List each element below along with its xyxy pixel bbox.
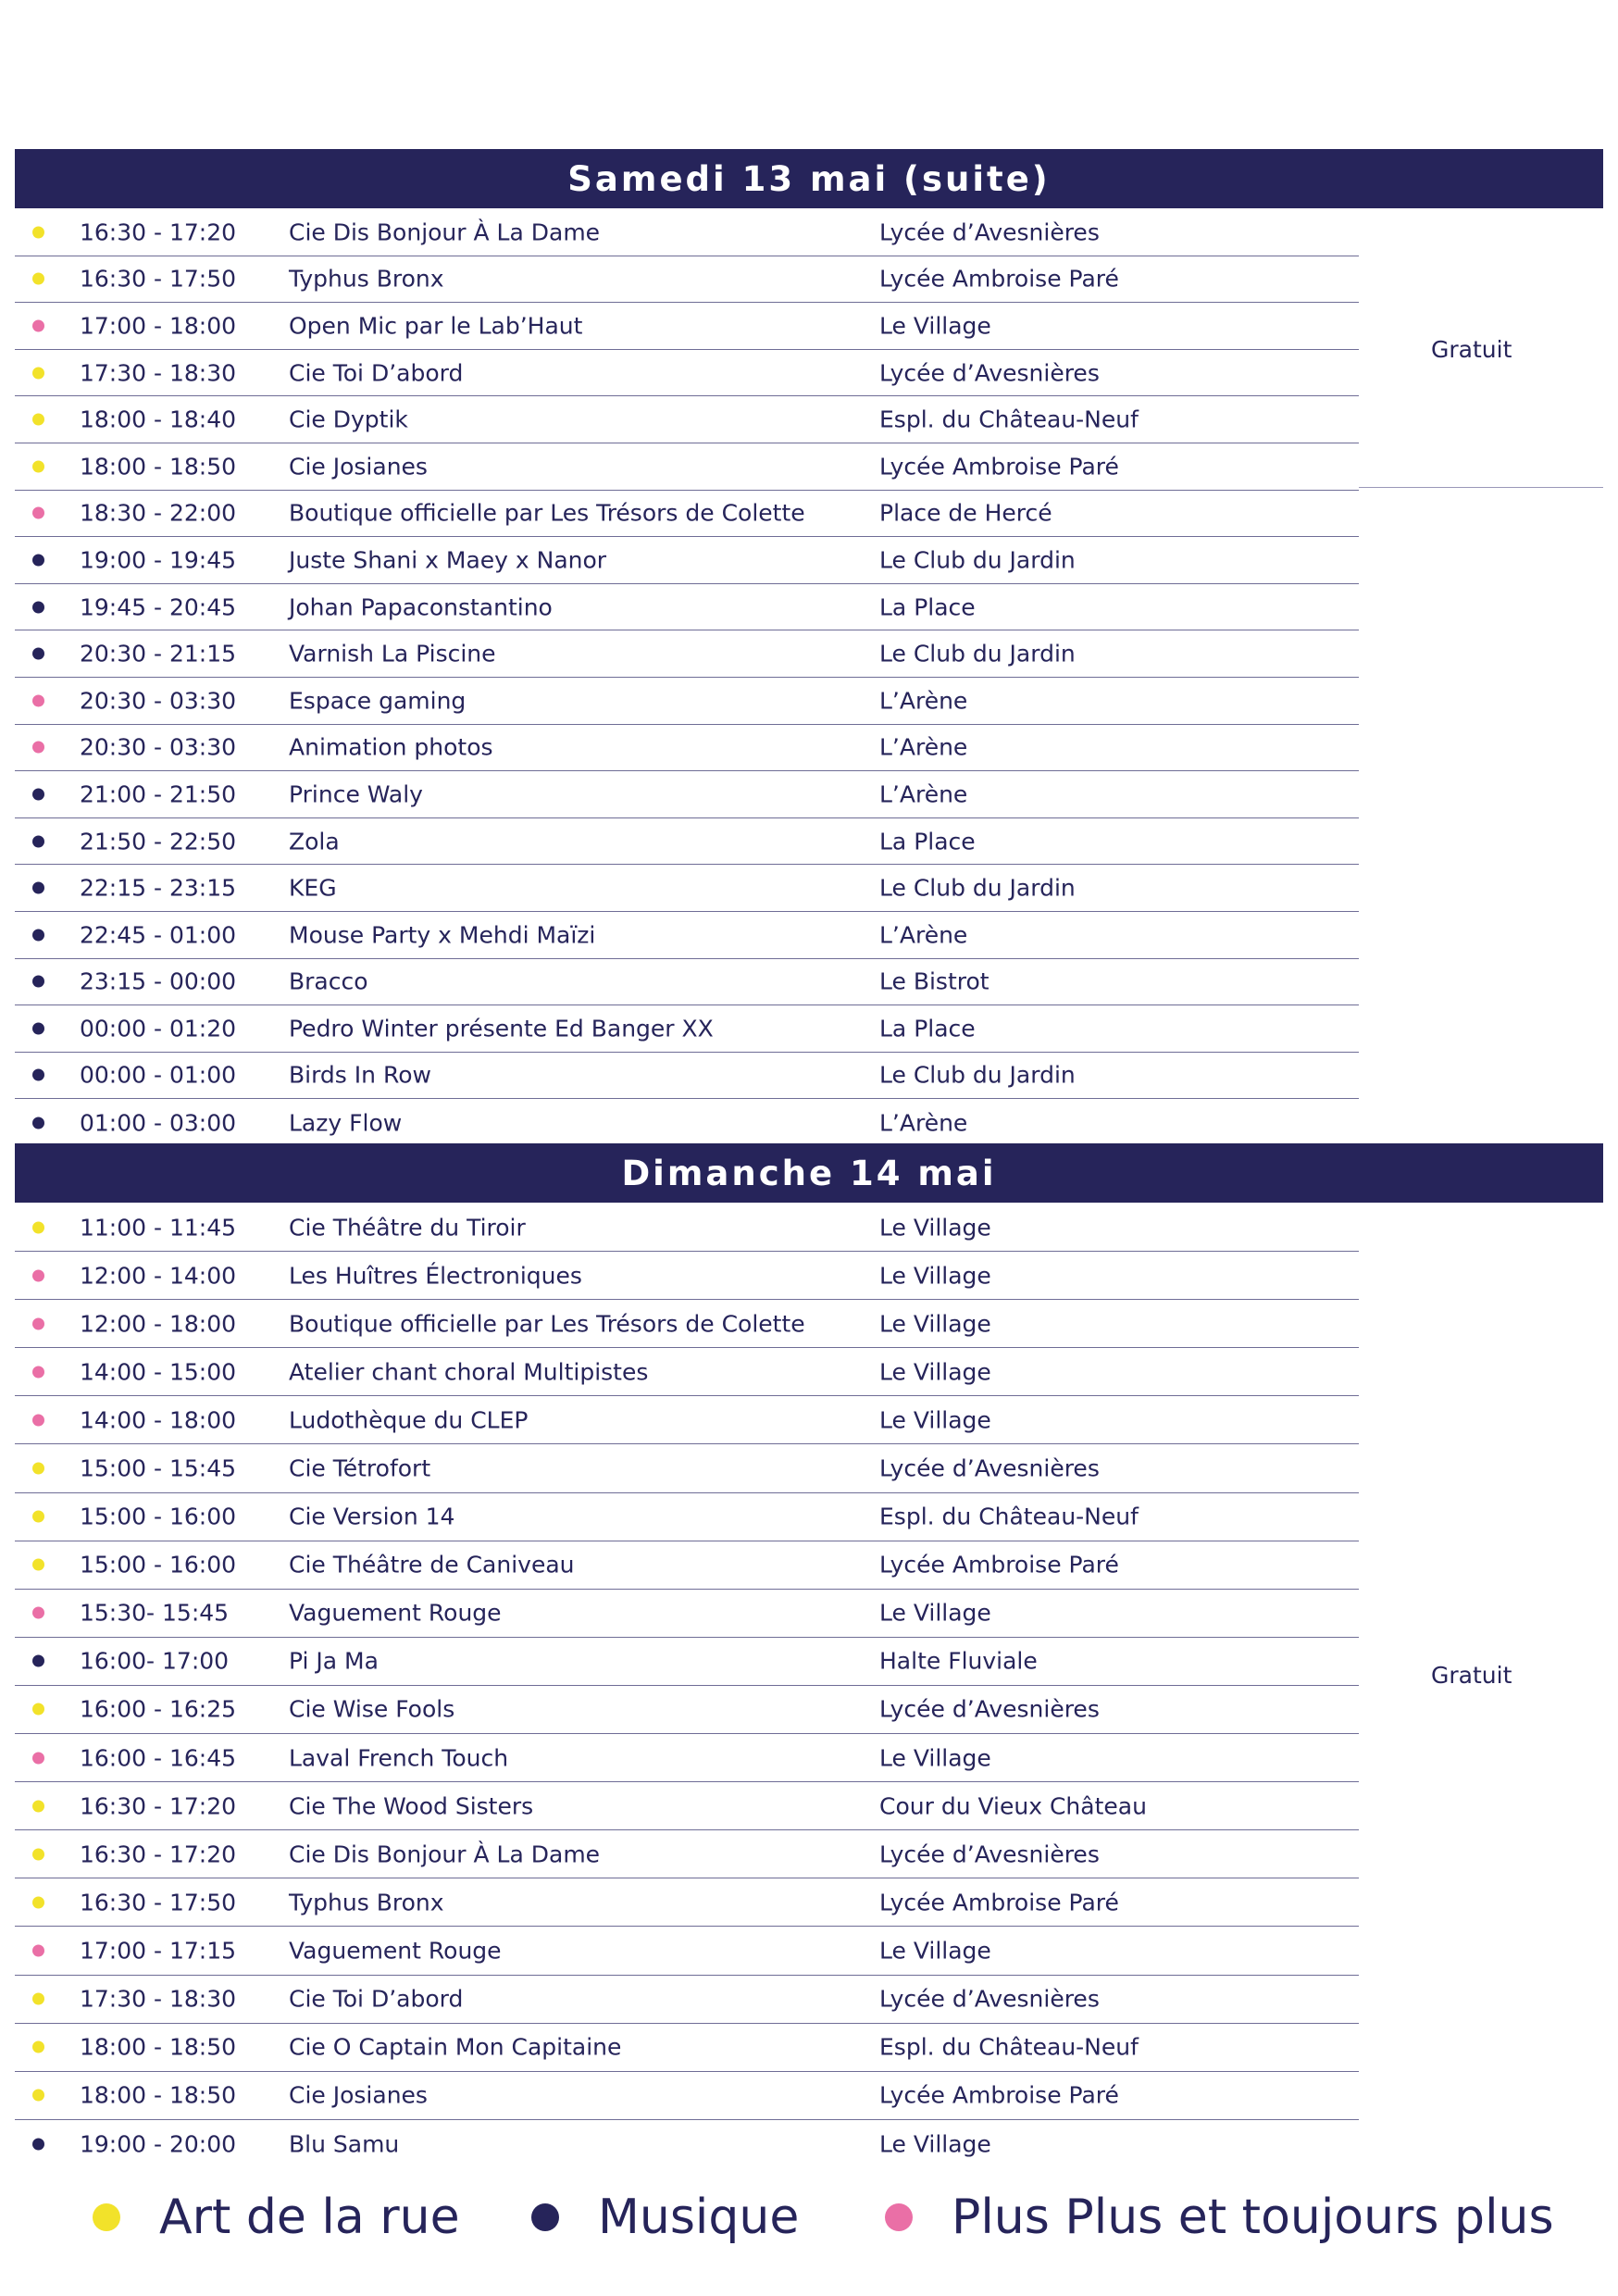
schedule-row [15, 678, 1359, 725]
event-name: Blu Samu [289, 2130, 400, 2158]
venue-name: L’Arène [879, 1109, 968, 1137]
venue-name: Halte Fluviale [879, 1647, 1038, 1675]
venue-name: Espl. du Château-Neuf [879, 406, 1139, 433]
category-dot-icon [32, 788, 44, 800]
time-slot: 00:00 - 01:20 [80, 1015, 237, 1042]
venue-name: La Place [879, 1015, 976, 1042]
event-name: Cie Dis Bonjour À La Dame [289, 1841, 601, 1868]
schedule-row [15, 771, 1359, 818]
time-slot: 16:30 - 17:20 [80, 218, 237, 246]
time-slot: 11:00 - 11:45 [80, 1214, 237, 1242]
sunday-section [15, 1143, 1603, 2158]
venue-name: Le Club du Jardin [879, 874, 1076, 902]
saturday-header [15, 149, 1603, 208]
venue-name: Le Village [879, 312, 991, 340]
category-dot-icon [32, 1511, 44, 1523]
event-name: Boutique officielle par Les Trésors de Colette [289, 499, 805, 527]
legend-item-musique [531, 2185, 799, 2250]
time-slot: 20:30 - 03:30 [80, 687, 237, 715]
time-slot: 18:00 - 18:40 [80, 406, 237, 433]
saturday-price: Gratuit [1431, 336, 1512, 363]
event-name: Laval French Touch [289, 1744, 509, 1772]
time-slot: 14:00 - 15:00 [80, 1358, 237, 1386]
time-slot: 17:30 - 18:30 [80, 1985, 237, 2013]
category-dot-icon [32, 1800, 44, 1812]
schedule-row [15, 912, 1359, 959]
category-dot-icon [32, 1703, 44, 1716]
event-name: Espace gaming [289, 687, 467, 715]
category-dot-icon [32, 1069, 44, 1081]
venue-name: Lycée d’Avesnières [879, 1841, 1100, 1868]
schedule-row [15, 491, 1359, 538]
legend-item-plus [885, 2185, 1554, 2250]
venue-name: L’Arène [879, 780, 968, 808]
event-name: Boutique officielle par Les Trésors de Colette [289, 1310, 805, 1338]
time-slot: 16:30 - 17:50 [80, 1889, 237, 1916]
event-name: Pi Ja Ma [289, 1647, 379, 1675]
time-slot: 14:00 - 18:00 [80, 1406, 237, 1434]
legend-item-art [93, 2185, 460, 2250]
category-dot-icon [32, 1993, 44, 2005]
time-slot: 00:00 - 01:00 [80, 1061, 237, 1089]
event-name: Zola [289, 828, 340, 855]
time-slot: 20:30 - 21:15 [80, 640, 237, 668]
category-dot-icon [32, 1317, 44, 1329]
category-dot-icon [32, 554, 44, 566]
schedule-row [15, 818, 1359, 866]
schedule-row [15, 537, 1359, 584]
category-dot-icon [32, 1022, 44, 1034]
schedule-row [15, 584, 1359, 631]
sunday-rows [15, 1204, 1359, 2168]
category-dot-icon [32, 1944, 44, 1956]
venue-name: L’Arène [879, 687, 968, 715]
time-slot: 15:00 - 15:45 [80, 1454, 237, 1482]
venue-name: Lycée d’Avesnières [879, 1454, 1100, 1482]
time-slot: 23:15 - 00:00 [80, 967, 237, 995]
sunday-header [15, 1143, 1603, 1203]
schedule-row [15, 1927, 1359, 1975]
saturday-title: Samedi 13 mai (suite) [567, 158, 1051, 199]
legend-dot-icon [885, 2203, 913, 2231]
time-slot: 22:45 - 01:00 [80, 921, 237, 949]
schedule-row [15, 1493, 1359, 1541]
category-dot-icon [32, 460, 44, 472]
event-name: Cie Tétrofort [289, 1454, 431, 1482]
category-dot-icon [32, 1896, 44, 1908]
event-name: Ludothèque du CLEP [289, 1406, 529, 1434]
time-slot: 21:00 - 21:50 [80, 780, 237, 808]
venue-name: Le Village [879, 1262, 991, 1290]
venue-name: L’Arène [879, 921, 968, 949]
schedule-row [15, 1099, 1359, 1146]
venue-name: Place de Hercé [879, 499, 1052, 527]
category-dot-icon [32, 2138, 44, 2150]
event-name: Birds In Row [289, 1061, 431, 1089]
category-dot-icon [32, 1752, 44, 1764]
category-dot-icon [32, 319, 44, 331]
schedule-row [15, 1734, 1359, 1782]
time-slot: 18:00 - 18:50 [80, 2033, 237, 2061]
category-dot-icon [32, 648, 44, 660]
schedule-row [15, 1782, 1359, 1830]
category-dot-icon [32, 976, 44, 988]
time-slot: 15:00 - 16:00 [80, 1503, 237, 1530]
event-name: Cie Dyptik [289, 406, 408, 433]
event-name: Cie Dis Bonjour À La Dame [289, 218, 601, 246]
event-name: Cie Wise Fools [289, 1695, 455, 1723]
legend-dot-icon [531, 2203, 559, 2231]
time-slot: 12:00 - 18:00 [80, 1310, 237, 1338]
venue-name: Le Bistrot [879, 967, 989, 995]
schedule-row [15, 256, 1359, 304]
time-slot: 19:45 - 20:45 [80, 593, 237, 621]
schedule-row [15, 1444, 1359, 1492]
schedule-row [15, 350, 1359, 397]
time-slot: 17:00 - 17:15 [80, 1937, 237, 1965]
saturday-section [15, 149, 1603, 1140]
venue-name: Lycée Ambroise Paré [879, 1889, 1119, 1916]
category-dot-icon [32, 1414, 44, 1426]
schedule-row [15, 396, 1359, 443]
schedule-row [15, 1830, 1359, 1878]
event-name: Les Huîtres Électroniques [289, 1262, 582, 1290]
venue-name: Lycée Ambroise Paré [879, 2081, 1119, 2109]
time-slot: 18:00 - 18:50 [80, 2081, 237, 2109]
category-dot-icon [32, 694, 44, 706]
event-name: Varnish La Piscine [289, 640, 496, 668]
schedule-row [15, 1300, 1359, 1348]
category-dot-icon [32, 929, 44, 941]
schedule-row [15, 209, 1359, 256]
venue-name: Lycée Ambroise Paré [879, 1551, 1119, 1578]
schedule-row [15, 303, 1359, 350]
venue-name: Le Village [879, 2130, 991, 2158]
event-name: Animation photos [289, 733, 493, 761]
event-name: Lazy Flow [289, 1109, 403, 1137]
category-dot-icon [32, 414, 44, 426]
venue-name: Le Club du Jardin [879, 640, 1076, 668]
venue-name: Lycée d’Avesnières [879, 218, 1100, 246]
venue-name: Le Village [879, 1744, 991, 1772]
category-dot-icon [32, 1366, 44, 1378]
event-name: Typhus Bronx [289, 1889, 444, 1916]
time-slot: 16:30 - 17:50 [80, 265, 237, 293]
venue-name: La Place [879, 593, 976, 621]
category-dot-icon [32, 273, 44, 285]
event-name: Cie Josianes [289, 453, 428, 480]
time-slot: 16:00 - 16:25 [80, 1695, 237, 1723]
time-slot: 01:00 - 03:00 [80, 1109, 237, 1137]
category-dot-icon [32, 882, 44, 894]
category-dot-icon [32, 2041, 44, 2053]
venue-name: Lycée Ambroise Paré [879, 453, 1119, 480]
time-slot: 17:30 - 18:30 [80, 359, 237, 387]
event-name: Cie Théâtre du Tiroir [289, 1214, 526, 1242]
schedule-row [15, 1686, 1359, 1734]
event-name: Vaguement Rouge [289, 1937, 502, 1965]
category-dot-icon [32, 2090, 44, 2102]
category-dot-icon [32, 1848, 44, 1860]
event-name: Prince Waly [289, 780, 423, 808]
venue-name: L’Arène [879, 733, 968, 761]
event-name: Cie Josianes [289, 2081, 428, 2109]
category-dot-icon [32, 742, 44, 754]
venue-name: Lycée d’Avesnières [879, 359, 1100, 387]
schedule-row [15, 1348, 1359, 1396]
venue-name: Lycée Ambroise Paré [879, 265, 1119, 293]
category-dot-icon [32, 1269, 44, 1281]
sunday-title: Dimanche 14 mai [621, 1153, 997, 1193]
event-name: KEG [289, 874, 337, 902]
event-name: Cie Théâtre de Caniveau [289, 1551, 575, 1578]
time-slot: 21:50 - 22:50 [80, 828, 237, 855]
category-dot-icon [32, 507, 44, 519]
legend-dot-icon [93, 2203, 120, 2231]
venue-name: Cour du Vieux Château [879, 1792, 1147, 1820]
schedule-row [15, 2024, 1359, 2072]
venue-name: Le Club du Jardin [879, 546, 1076, 574]
category-dot-icon [32, 1221, 44, 1233]
legend-label: Musique [598, 2190, 800, 2245]
saturday-rows [15, 209, 1359, 1146]
time-slot: 16:30 - 17:20 [80, 1792, 237, 1820]
schedule-row [15, 1252, 1359, 1300]
category-dot-icon [32, 1117, 44, 1129]
category-dot-icon [32, 1655, 44, 1667]
legend-label: Art de la rue [159, 2190, 460, 2245]
category-dot-icon [32, 1559, 44, 1571]
event-name: Pedro Winter présente Ed Banger XX [289, 1015, 714, 1042]
venue-name: Le Club du Jardin [879, 1061, 1076, 1089]
schedule-row [15, 1638, 1359, 1686]
category-dot-icon [32, 601, 44, 613]
time-slot: 16:00- 17:00 [80, 1647, 230, 1675]
time-slot: 16:30 - 17:20 [80, 1841, 237, 1868]
event-name: Mouse Party x Mehdi Maïzi [289, 921, 596, 949]
time-slot: 15:00 - 16:00 [80, 1551, 237, 1578]
schedule-row [15, 1541, 1359, 1590]
time-slot: 18:30 - 22:00 [80, 499, 237, 527]
venue-name: Lycée d’Avesnières [879, 1695, 1100, 1723]
time-slot: 16:00 - 16:45 [80, 1744, 237, 1772]
schedule-row [15, 1005, 1359, 1053]
schedule-row [15, 443, 1359, 491]
schedule-row [15, 865, 1359, 912]
venue-name: Espl. du Château-Neuf [879, 2033, 1139, 2061]
schedule-row [15, 2072, 1359, 2120]
schedule-row [15, 630, 1359, 678]
schedule-row [15, 1204, 1359, 1252]
time-slot: 17:00 - 18:00 [80, 312, 237, 340]
event-name: Cie Toi D’abord [289, 359, 464, 387]
venue-name: La Place [879, 828, 976, 855]
schedule-row [15, 959, 1359, 1006]
venue-name: Le Village [879, 1406, 991, 1434]
sunday-price: Gratuit [1431, 1662, 1512, 1689]
venue-name: Le Village [879, 1358, 991, 1386]
event-name: Typhus Bronx [289, 265, 444, 293]
venue-name: Le Village [879, 1937, 991, 1965]
schedule-row [15, 1878, 1359, 1927]
time-slot: 20:30 - 03:30 [80, 733, 237, 761]
venue-name: Le Village [879, 1214, 991, 1242]
gratuit-group-separator [1359, 487, 1603, 488]
time-slot: 22:15 - 23:15 [80, 874, 237, 902]
event-name: Atelier chant choral Multipistes [289, 1358, 649, 1386]
category-dot-icon [32, 835, 44, 847]
legend-label: Plus Plus et toujours plus [952, 2190, 1554, 2245]
category-dot-icon [32, 1607, 44, 1619]
time-slot: 12:00 - 14:00 [80, 1262, 237, 1290]
schedule-row [15, 725, 1359, 772]
venue-name: Espl. du Château-Neuf [879, 1503, 1139, 1530]
event-name: Cie Version 14 [289, 1503, 455, 1530]
event-name: Cie O Captain Mon Capitaine [289, 2033, 622, 2061]
event-name: Open Mic par le Lab’Haut [289, 312, 583, 340]
time-slot: 15:30- 15:45 [80, 1599, 230, 1627]
legend [0, 2185, 1618, 2250]
schedule-row [15, 1976, 1359, 2024]
event-name: Cie Toi D’abord [289, 1985, 464, 2013]
schedule-row [15, 1590, 1359, 1638]
event-name: Johan Papaconstantino [289, 593, 553, 621]
time-slot: 18:00 - 18:50 [80, 453, 237, 480]
event-name: Cie The Wood Sisters [289, 1792, 534, 1820]
time-slot: 19:00 - 19:45 [80, 546, 237, 574]
event-name: Bracco [289, 967, 368, 995]
venue-name: Lycée d’Avesnières [879, 1985, 1100, 2013]
venue-name: Le Village [879, 1310, 991, 1338]
category-dot-icon [32, 226, 44, 238]
event-name: Vaguement Rouge [289, 1599, 502, 1627]
schedule-row [15, 1396, 1359, 1444]
event-name: Juste Shani x Maey x Nanor [289, 546, 607, 574]
category-dot-icon [32, 367, 44, 379]
schedule-row [15, 2120, 1359, 2168]
venue-name: Le Village [879, 1599, 991, 1627]
schedule-row [15, 1053, 1359, 1100]
category-dot-icon [32, 1463, 44, 1475]
time-slot: 19:00 - 20:00 [80, 2130, 237, 2158]
